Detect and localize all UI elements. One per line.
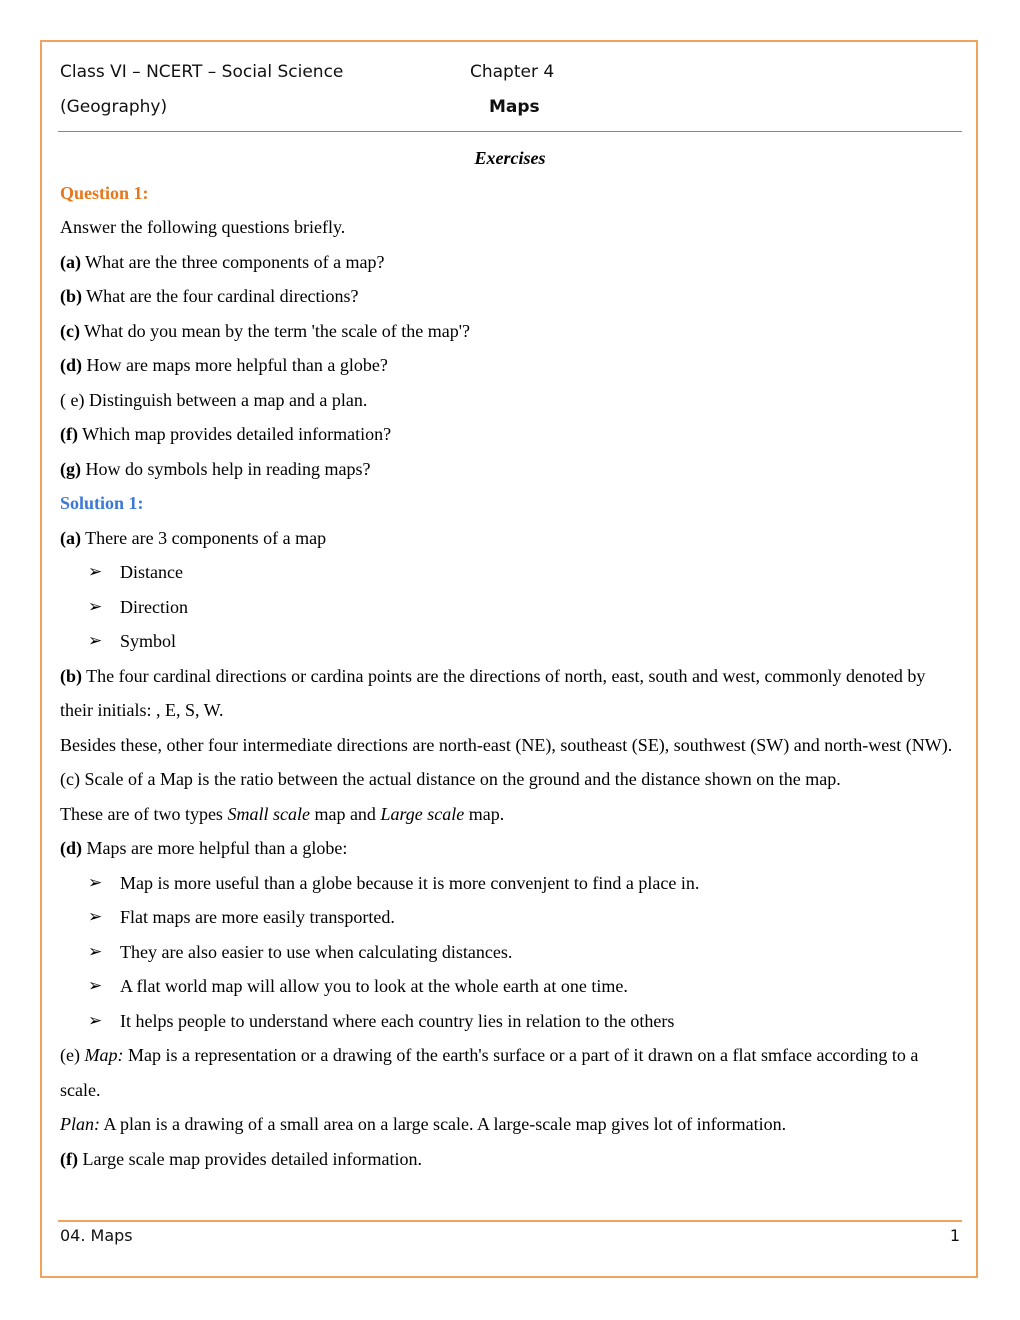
header-divider [58,131,962,132]
types-end: map. [464,803,505,824]
part-label: (c) [60,320,80,341]
solution-e-map [60,1038,960,1107]
answer-label: (a) [60,527,81,548]
header-subject: Class VI – NCERT – Social Science [60,62,344,82]
arrow-bullet-icon: ➢ [88,562,103,582]
answer-label: (f) [60,1148,78,1169]
solution-a [60,521,960,556]
document-body [60,141,960,1176]
bullet-item [60,900,960,935]
solution-f [60,1142,960,1177]
answer-prefix: (e) [60,1045,85,1065]
part-text: What are the four cardinal directions? [82,286,359,306]
bullet-item [60,624,960,659]
question-part-d [60,348,960,383]
bullet-item [60,555,960,590]
question-part-g [60,452,960,487]
bullet-item [60,866,960,901]
answer-text: The four cardinal directions or cardina points are the directions of north, east, south and west, commonly denoted by their initials: , E, S, W. [60,665,926,720]
bullet-text: Flat maps are more easily transported. [120,907,395,927]
part-text: How do symbols help in reading maps? [81,458,371,479]
map-definition: Map is a representation or a drawing of the earth's surface or a part of it drawn on a flat smface according to a scale. [60,1045,919,1100]
arrow-bullet-icon: ➢ [88,596,103,617]
part-label: (g) [60,458,81,479]
part-label: (a) [60,251,81,272]
question-part-e [60,383,960,418]
part-text: ( e) Distinguish between a map and a plan. [60,389,368,410]
answer-text: Maps are more helpful than a globe: [82,838,348,858]
bullet-item [60,969,960,1004]
bullet-text: It helps people to understand where each country lies in relation to the others [120,1010,675,1031]
bullet-text: Symbol [120,631,177,651]
bullet-text: They are also easier to use when calculating distances. [120,941,513,962]
bullet-item [60,590,960,625]
part-label: (f) [60,424,78,444]
part-label: (b) [60,286,82,306]
header-subject-sub: (Geography) [60,97,168,117]
question-heading: Question 1: [60,182,149,203]
question-part-f [60,417,960,452]
solution-e-plan [60,1107,960,1142]
question-intro: Answer the following questions briefly. [60,217,346,237]
arrow-bullet-icon: ➢ [88,941,103,962]
solution-c-types [60,797,960,832]
answer-label: (d) [60,838,82,858]
answer-text: Large scale map provides detailed information. [77,1148,423,1169]
bullet-text: Distance [120,562,183,582]
small-scale-term: Small scale [227,803,310,824]
part-label: (d) [60,355,82,375]
question-part-c [60,314,960,349]
bullet-item [60,1004,960,1039]
part-text: What are the three components of a map? [81,251,385,272]
solution-c: (c) Scale of a Map is the ratio between the actual distance on the ground and the distance shown on the map. [60,769,841,789]
solution-b [60,659,960,728]
bullet-text: A flat world map will allow you to look at the whole earth at one time. [120,976,628,996]
plan-definition: A plan is a drawing of a small area on a large scale. A large-scale map gives lot of information. [100,1114,787,1134]
footer-divider [58,1220,962,1222]
header-chapter-title: Maps [489,97,540,117]
types-mid: map and [309,803,381,824]
exercises-title: Exercises [474,148,546,168]
bullet-text: Direction [120,596,188,617]
bullet-item [60,935,960,970]
types-intro: These are of two types [60,803,228,824]
part-text: Which map provides detailed information? [77,424,392,444]
answer-label: (b) [60,665,82,686]
arrow-bullet-icon: ➢ [88,1010,103,1031]
answer-text: There are 3 components of a map [81,527,327,548]
question-part-b [60,279,960,314]
arrow-bullet-icon: ➢ [88,631,103,651]
footer-chapter: 04. Maps [60,1226,133,1245]
plan-term: Plan: [60,1114,100,1134]
arrow-bullet-icon: ➢ [88,976,103,996]
solution-b-continued: Besides these, other four intermediate directions are north-east (NE), southeast (SE), southwest (SW) and north-west (NW). [60,734,953,755]
map-term: Map: [84,1045,124,1065]
arrow-bullet-icon: ➢ [88,907,103,927]
arrow-bullet-icon: ➢ [88,872,103,893]
page-number: 1 [949,1226,960,1245]
solution-d [60,831,960,866]
part-text: How are maps more helpful than a globe? [82,355,388,375]
question-part-a [60,245,960,280]
bullet-text: Map is more useful than a globe because it is more convenjent to find a place in. [120,872,700,893]
large-scale-term: Large scale [380,803,465,824]
part-text: What do you mean by the term 'the scale of the map'? [79,320,471,341]
header-chapter: Chapter 4 [470,62,555,82]
solution-heading: Solution 1: [60,493,144,513]
